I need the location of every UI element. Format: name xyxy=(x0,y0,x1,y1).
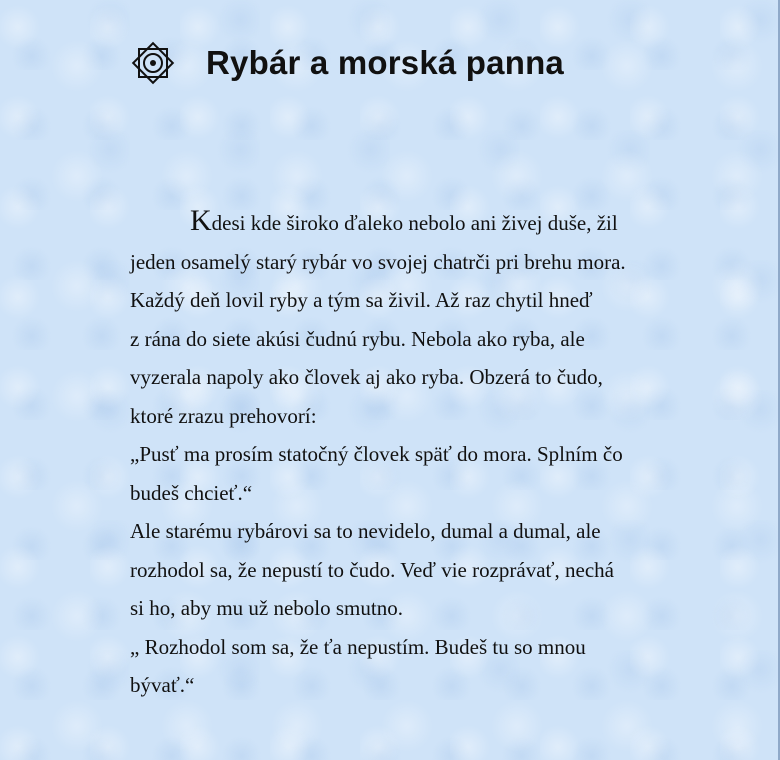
ornament-icon xyxy=(128,38,178,88)
story-line-9: Ale starému rybárovi sa to nevidelo, dumal a dumal, ale xyxy=(130,519,601,543)
story-line-8: budeš chcieť.“ xyxy=(130,480,253,505)
story-line-7: „Pusť ma prosím statočný človek späť do mora. Splním čo xyxy=(130,442,623,466)
story-text xyxy=(130,202,730,705)
story-line-10: rozhodol sa, že nepustí to čudo. Veď vie rozprávať, nechá xyxy=(130,557,614,582)
story-line-12: „ Rozhodol som sa, že ťa nepustím. Budeš tu so mnou xyxy=(130,634,586,659)
page-title: Rybár a morská panna xyxy=(206,44,564,81)
story-line-2: jeden osamelý starý rybár vo svojej chatrči pri brehu mora. xyxy=(130,249,626,274)
drop-cap: K xyxy=(190,204,212,237)
story-line-3: Každý deň lovil ryby a tým sa živil. Až raz chytil hneď xyxy=(130,288,593,312)
story-line-4: z rána do siete akúsi čudnú rybu. Nebola ako ryba, ale xyxy=(130,326,585,351)
story-line-13: bývať.“ xyxy=(130,673,195,697)
story-line-6: ktoré zrazu prehovorí: xyxy=(130,403,317,428)
story-line-text: desi kde široko ďaleko nebolo ani živej duše, žil xyxy=(211,211,618,235)
story-line-11: si ho, aby mu už nebolo smutno. xyxy=(130,596,403,620)
page-header xyxy=(128,36,564,90)
story-line-1 xyxy=(130,202,730,243)
story-line-5: vyzerala napoly ako človek aj ako ryba. Obzerá to čudo, xyxy=(130,365,603,389)
